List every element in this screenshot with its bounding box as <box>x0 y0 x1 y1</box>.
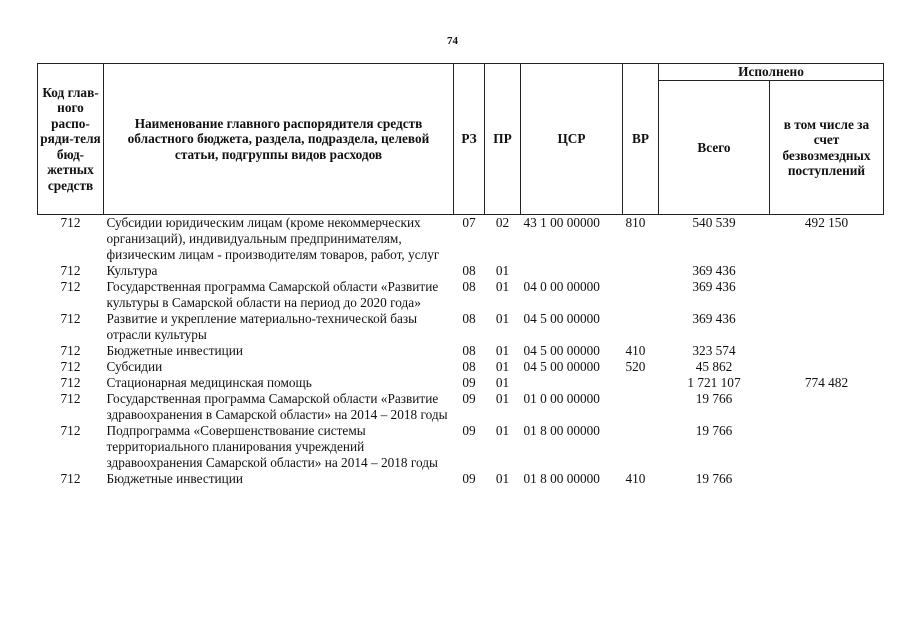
cell-total: 45 862 <box>695 359 733 374</box>
cell-total: 369 436 <box>692 279 736 294</box>
budget-table <box>37 63 884 487</box>
cell-rz: 08 <box>462 263 476 278</box>
cell-vr: 810 <box>625 215 646 230</box>
table-row <box>38 391 884 423</box>
cell-free <box>770 279 884 311</box>
cell-csr: 01 8 00 00000 <box>523 471 600 486</box>
cell-free <box>770 311 884 343</box>
table-row <box>38 343 884 359</box>
header-executed: Исполнено <box>659 64 884 81</box>
header-csr: ЦСР <box>521 64 623 215</box>
cell-csr: 04 5 00 00000 <box>523 343 600 358</box>
cell-code: 712 <box>60 215 81 230</box>
cell-csr: 04 0 00 00000 <box>523 279 600 294</box>
cell-pr: 01 <box>495 343 510 358</box>
cell-rz: 08 <box>462 343 476 358</box>
table-row <box>38 471 884 487</box>
cell-rz: 09 <box>462 423 476 438</box>
header-total: Всего <box>659 81 770 215</box>
cell-vr <box>623 263 659 279</box>
cell-total: 369 436 <box>692 263 736 278</box>
table-body <box>38 215 884 488</box>
cell-name: Государственная программа Самарской области «Развитие здравоохранения в Самарской области» на 2014 – 2018 годы <box>106 391 448 422</box>
cell-csr: 01 0 00 00000 <box>523 391 600 406</box>
cell-name: Подпрограмма «Совершенствование системы территориального планирования учреждений здравоохранения Самарской области» на 2014 – 2018 годы <box>106 423 438 470</box>
cell-csr: 04 5 00 00000 <box>523 311 600 326</box>
cell-free <box>770 263 884 279</box>
table-row <box>38 423 884 471</box>
cell-rz: 09 <box>462 375 476 390</box>
cell-rz: 08 <box>462 311 476 326</box>
cell-name: Бюджетные инвестиции <box>106 343 244 358</box>
header-name: Наименование главного распорядителя средств областного бюджета, раздела, подраздела, целевой статьи, подгруппы видов расходов <box>104 64 454 215</box>
cell-pr: 02 <box>495 215 510 230</box>
header-vr: ВР <box>623 64 659 215</box>
cell-vr: 410 <box>625 471 646 486</box>
cell-total: 19 766 <box>695 471 733 486</box>
cell-code: 712 <box>60 343 81 358</box>
cell-name: Государственная программа Самарской области «Развитие культуры в Самарской области на период до 2020 года» <box>106 279 439 310</box>
cell-total: 1 721 107 <box>687 375 741 390</box>
table-row <box>38 375 884 391</box>
cell-csr: 04 5 00 00000 <box>523 359 600 374</box>
cell-code: 712 <box>60 391 81 406</box>
cell-code: 712 <box>60 279 81 294</box>
cell-code: 712 <box>60 311 81 326</box>
cell-name: Культура <box>106 263 158 278</box>
cell-code: 712 <box>60 359 81 374</box>
cell-csr <box>521 263 623 279</box>
cell-pr: 01 <box>495 279 510 294</box>
cell-pr: 01 <box>495 423 510 438</box>
cell-name: Субсидии <box>106 359 163 374</box>
cell-total: 19 766 <box>695 423 733 438</box>
cell-name: Субсидии юридическим лицам (кроме некоммерческих организаций), индивидуальным предпринимателям, физическим лицам - производителям товаров, работ, услуг <box>106 215 440 262</box>
cell-name: Бюджетные инвестиции <box>106 471 244 486</box>
cell-rz: 07 <box>462 215 476 230</box>
cell-code: 712 <box>60 375 81 390</box>
table-row <box>38 279 884 311</box>
cell-total: 323 574 <box>692 343 736 358</box>
page-number: 74 <box>447 35 458 47</box>
cell-name: Развитие и укрепление материально-технической базы отрасли культуры <box>106 311 418 342</box>
cell-free <box>770 391 884 423</box>
cell-vr <box>623 311 659 343</box>
cell-pr: 01 <box>495 359 510 374</box>
table-row <box>38 359 884 375</box>
cell-csr: 01 8 00 00000 <box>523 423 600 438</box>
cell-pr: 01 <box>495 311 510 326</box>
cell-csr: 43 1 00 00000 <box>523 215 600 230</box>
cell-free <box>770 471 884 487</box>
cell-vr <box>623 375 659 391</box>
cell-code: 712 <box>60 471 81 486</box>
cell-total: 19 766 <box>695 391 733 406</box>
cell-free <box>770 359 884 375</box>
table-row <box>38 215 884 264</box>
cell-vr: 410 <box>625 343 646 358</box>
cell-pr: 01 <box>495 375 510 390</box>
cell-code: 712 <box>60 423 81 438</box>
cell-name: Стационарная медицинская помощь <box>106 375 312 390</box>
cell-free: 492 150 <box>804 215 849 230</box>
cell-free <box>770 343 884 359</box>
header-row-top <box>38 64 884 81</box>
cell-total: 369 436 <box>692 311 736 326</box>
cell-vr <box>623 423 659 471</box>
cell-pr: 01 <box>495 391 510 406</box>
header-rz: РЗ <box>454 64 485 215</box>
cell-rz: 09 <box>462 471 476 486</box>
cell-pr: 01 <box>495 471 510 486</box>
cell-code: 712 <box>60 263 81 278</box>
cell-pr: 01 <box>495 263 510 278</box>
cell-free: 774 482 <box>804 375 849 390</box>
header-free: в том числе за счет безвозмездных поступлений <box>770 81 884 215</box>
cell-rz: 08 <box>462 359 476 374</box>
cell-vr: 520 <box>625 359 646 374</box>
header-pr: ПР <box>485 64 521 215</box>
header-code: Код глав-ного распо-ряди-теля бюд-жетных средств <box>38 64 104 215</box>
cell-total: 540 539 <box>692 215 736 230</box>
cell-csr <box>521 375 623 391</box>
cell-free <box>770 423 884 471</box>
cell-vr <box>623 279 659 311</box>
table-row <box>38 263 884 279</box>
cell-rz: 08 <box>462 279 476 294</box>
table-row <box>38 311 884 343</box>
cell-rz: 09 <box>462 391 476 406</box>
cell-vr <box>623 391 659 423</box>
